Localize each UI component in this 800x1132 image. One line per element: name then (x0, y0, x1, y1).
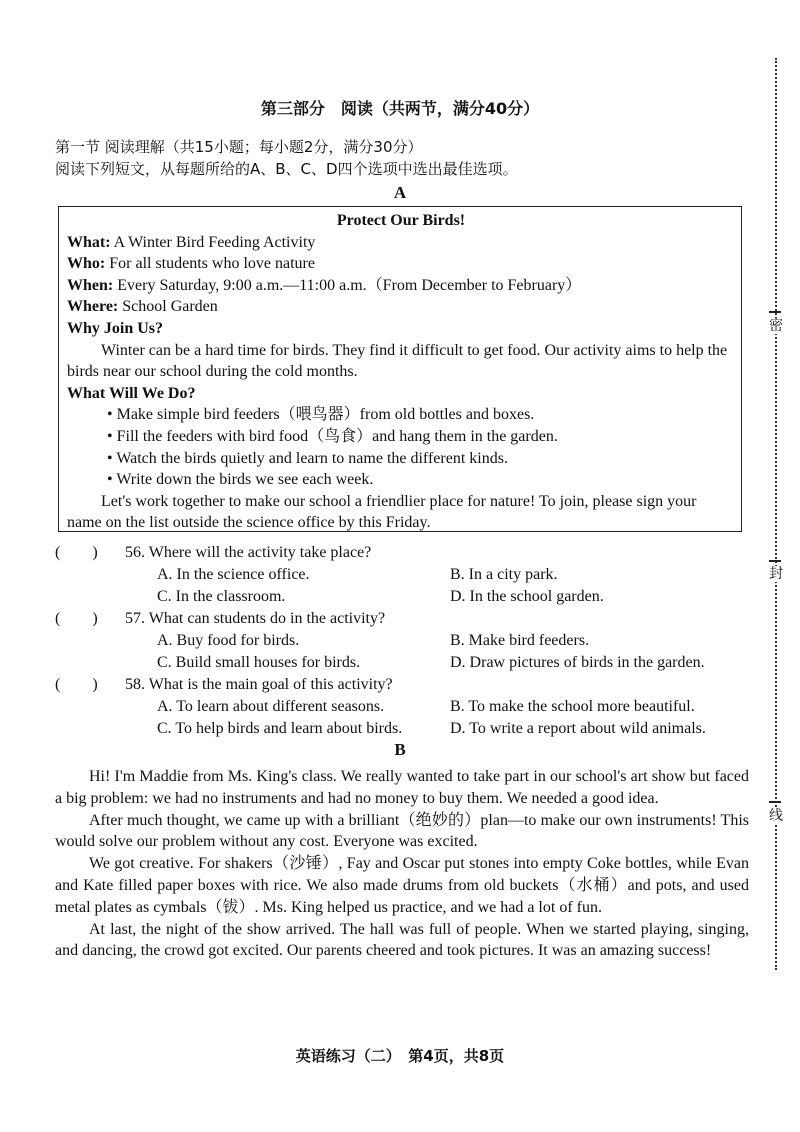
option-d: D. In the school garden. (450, 588, 604, 605)
bullet-item: • Make simple bird feeders（喂鸟器）from old bottles and boxes. (107, 406, 535, 424)
bullet-item: • Watch the birds quietly and learn to name the different kinds. (107, 449, 508, 467)
option-b: B. To make the school more beautiful. (450, 698, 695, 715)
question-57 (55, 608, 755, 630)
passage-a-letter: A (393, 183, 407, 202)
section-instruction: 阅读下列短文，从每题所给的A、B、C、D四个选项中选出最佳选项。 (55, 160, 518, 178)
paragraph: After much thought, we came up with a brilliant（绝妙的）plan—to make our own instruments! This would solve our problem without any cost. Everyone was excited. (55, 811, 749, 851)
who-label: Who: (67, 255, 106, 273)
what-text: A Winter Bird Feeding Activity (110, 233, 316, 251)
where-text: School Garden (118, 298, 218, 316)
passage-b-letter: B (394, 740, 406, 759)
section-title: 第一节 阅读理解（共15小题；每小题2分，满分30分） (55, 138, 423, 156)
bullet-item: • Fill the feeders with bird food（鸟食）and hang them in the garden. (107, 427, 558, 445)
option-a: A. Buy food for birds. (157, 632, 300, 649)
passage-b (55, 766, 749, 962)
paragraph: Hi! I'm Maddie from Ms. King's class. We really wanted to take part in our school's art show but faced a big problem: we had no instruments and had no money to buy them. We needed a good idea. (55, 768, 749, 807)
binding-label-close: 封 (764, 566, 788, 582)
question-56 (55, 542, 755, 564)
notice-title: Protect Our Birds! (336, 212, 466, 229)
bullet-item: • Write down the birds we see each week. (107, 471, 374, 489)
paragraph: We got creative. For shakers（沙锤）, Fay and Oscar put stones into empty Coke bottles, while Evan and Kate filled paper boxes with rice. We also made drums from old buckets（水桶）and pots, and used metal plates as cymbals（钹）. Ms. King helped us practice, and we had a lot of fun. (55, 855, 749, 916)
question-text: 56. Where will the activity take place? (125, 544, 372, 561)
notice-where (67, 296, 735, 318)
option-b: B. Make bird feeders. (450, 632, 590, 649)
why-heading (67, 318, 735, 340)
binding-label-seal: 密 (764, 318, 788, 334)
binding-label-line: 线 (764, 808, 788, 824)
question-text: 58. What is the main goal of this activity? (125, 676, 393, 693)
why-text: Winter can be a hard time for birds. They find it difficult to get food. Our activity aims to help the birds near our school during the cold months. (67, 341, 728, 381)
notice-what (67, 232, 735, 254)
question-58 (55, 674, 755, 696)
option-d: D. Draw pictures of birds in the garden. (450, 654, 705, 671)
question-text: 57. What can students do in the activity? (125, 610, 386, 627)
option-a: A. To learn about different seasons. (157, 698, 385, 715)
option-b: B. In a city park. (450, 566, 558, 583)
answer-blank[interactable]: ( ) (55, 676, 98, 693)
answer-blank[interactable]: ( ) (55, 544, 98, 561)
answer-blank[interactable]: ( ) (55, 610, 98, 627)
option-c: C. To help birds and learn about birds. (157, 720, 403, 737)
notice-box (58, 206, 742, 532)
closing-text: Let's work together to make our school a friendlier place for nature! To join, please sign your name on the list outside the science office by this Friday. (67, 492, 697, 532)
option-c: C. In the classroom. (157, 588, 286, 605)
part-title: 第三部分 阅读（共两节，满分40分） (260, 99, 540, 118)
do-heading (67, 383, 735, 405)
option-d: D. To write a report about wild animals. (450, 720, 706, 737)
notice-when (67, 275, 735, 297)
when-label: When: (67, 276, 114, 294)
when-text: Every Saturday, 9:00 a.m.—11:00 a.m.（From December to February） (113, 276, 582, 294)
page-footer: 英语练习（二） 第4页，共8页 (295, 1047, 505, 1065)
who-text: For all students who love nature (105, 255, 315, 273)
option-a: A. In the science office. (157, 566, 310, 583)
option-c: C. Build small houses for birds. (157, 654, 361, 671)
paragraph: At last, the night of the show arrived. The hall was full of people. When we started playing, singing, and dancing, the crowd got excited. Our parents cheered and took pictures. It was an amazing success! (55, 920, 749, 960)
what-label: What: (67, 233, 111, 251)
notice-who (67, 253, 735, 275)
why-label: Why Join Us? (67, 319, 164, 337)
where-label: Where: (67, 298, 119, 316)
do-label: What Will We Do? (67, 384, 196, 402)
